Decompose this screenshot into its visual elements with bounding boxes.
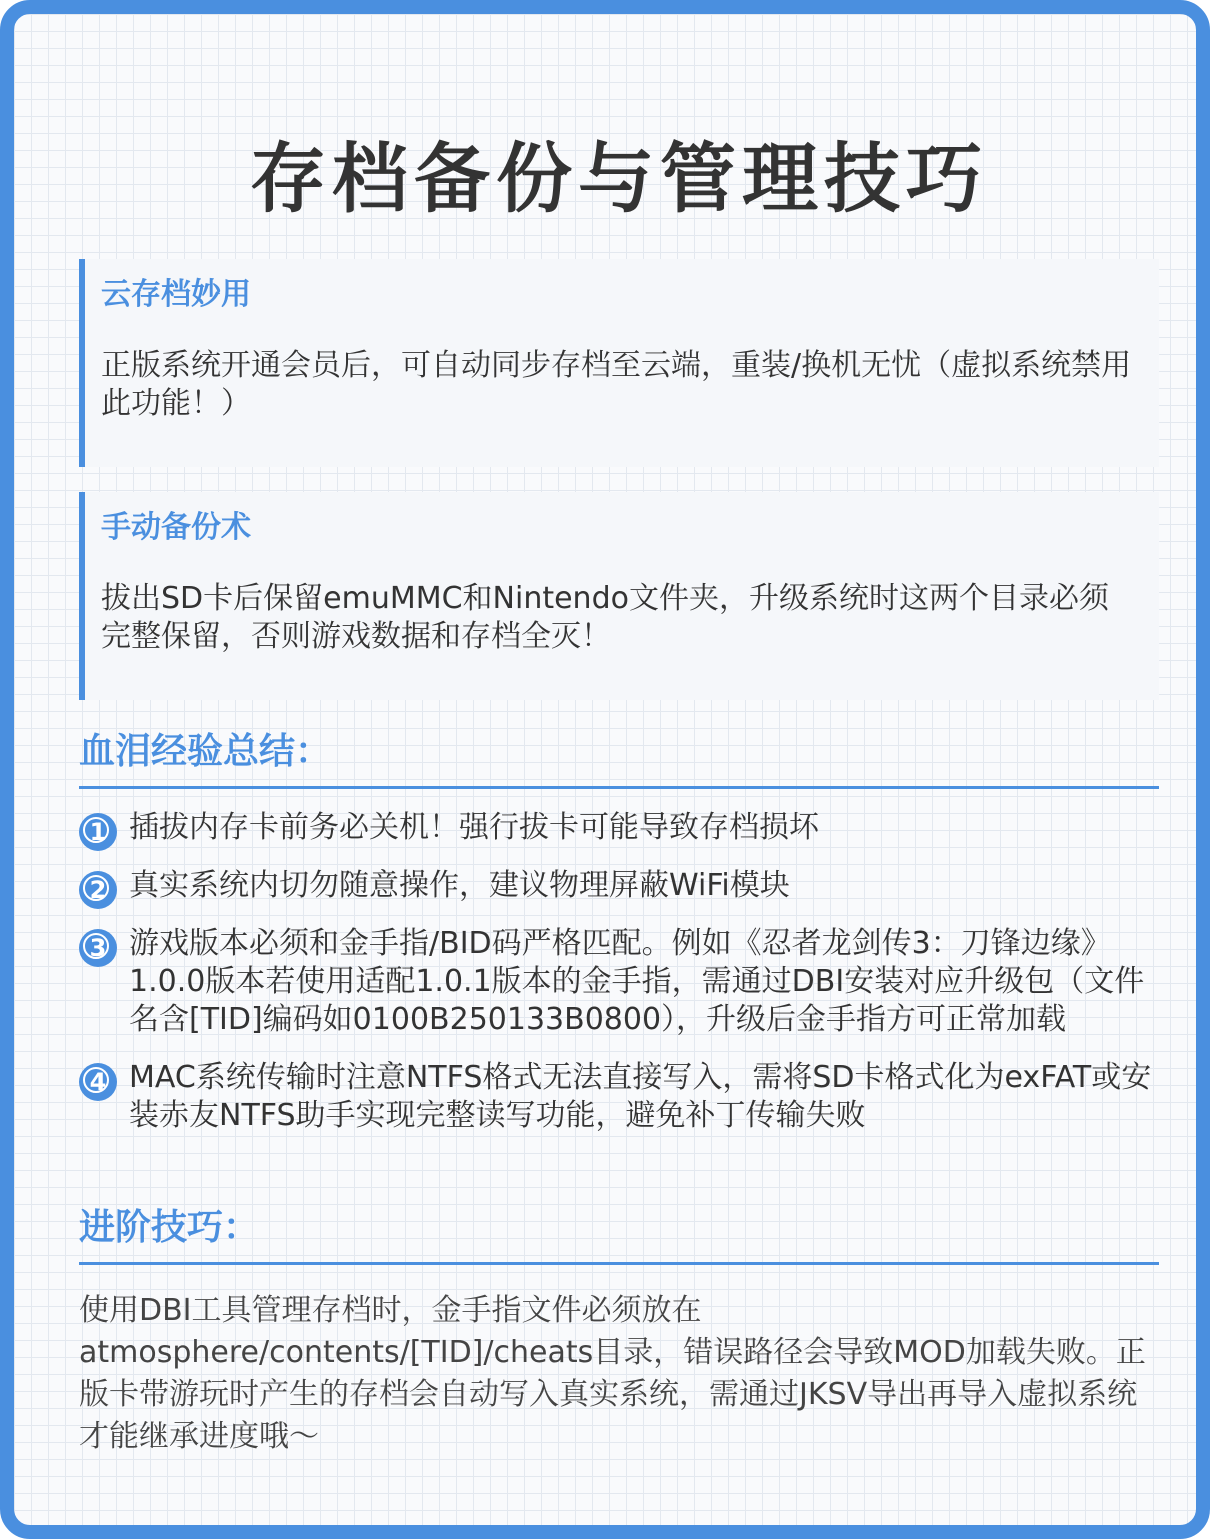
number-badge-icon: 2	[79, 871, 117, 909]
list-item-text: 游戏版本必须和金手指/BID码严格匹配。例如《忍者龙剑传3：刀锋边缘》1.0.0版本若使用适配1.0.1版本的金手指，需通过DBI安装对应升级包（文件名含[TID]编码如0100B250133B0800），升级后金手指方可正常加载	[129, 926, 1145, 1037]
card-title: 手动备份术	[101, 510, 251, 545]
list-item	[79, 1059, 1159, 1135]
advanced-heading: 进阶技巧：	[79, 1200, 1159, 1265]
list-item-text: MAC系统传输时注意NTFS格式无法直接写入，需将SD卡格式化为exFAT或安装赤友NTFS助手实现完整读写功能，避免补丁传输失败	[129, 1060, 1152, 1133]
page-title: 存档备份与管理技巧	[250, 134, 988, 223]
cloud-save-card	[79, 259, 1159, 467]
number-badge-icon: 3	[79, 929, 117, 967]
list-item	[79, 925, 1159, 1039]
lessons-list	[79, 809, 1159, 1155]
list-item-text: 插拔内存卡前务必关机！强行拔卡可能导致存档损坏	[129, 810, 819, 845]
card-body: 拔出SD卡后保留emuMMC和Nintendo文件夹，升级系统时这两个目录必须完整保留，否则游戏数据和存档全灭！	[101, 581, 1109, 654]
number-badge-icon: 1	[79, 813, 117, 851]
list-item-text: 真实系统内切勿随意操作，建议物理屏蔽WiFi模块	[129, 868, 790, 903]
advanced-body: 使用DBI工具管理存档时，金手指文件必须放在atmosphere/contents/[TID]/cheats目录，错误路径会导致MOD加载失败。正版卡带游玩时产生的存档会自动写入真实系统，需通过JKSV导出再导入虚拟系统才能继承进度哦～	[79, 1293, 1146, 1454]
number-badge-icon: 4	[79, 1063, 117, 1101]
list-item	[79, 809, 1159, 847]
card-body: 正版系统开通会员后，可自动同步存档至云端，重装/换机无忧（虚拟系统禁用此功能！）	[101, 348, 1132, 421]
lessons-heading: 血泪经验总结：	[79, 724, 1159, 789]
manual-backup-card	[79, 492, 1159, 700]
list-item	[79, 867, 1159, 905]
card-title: 云存档妙用	[101, 277, 251, 312]
